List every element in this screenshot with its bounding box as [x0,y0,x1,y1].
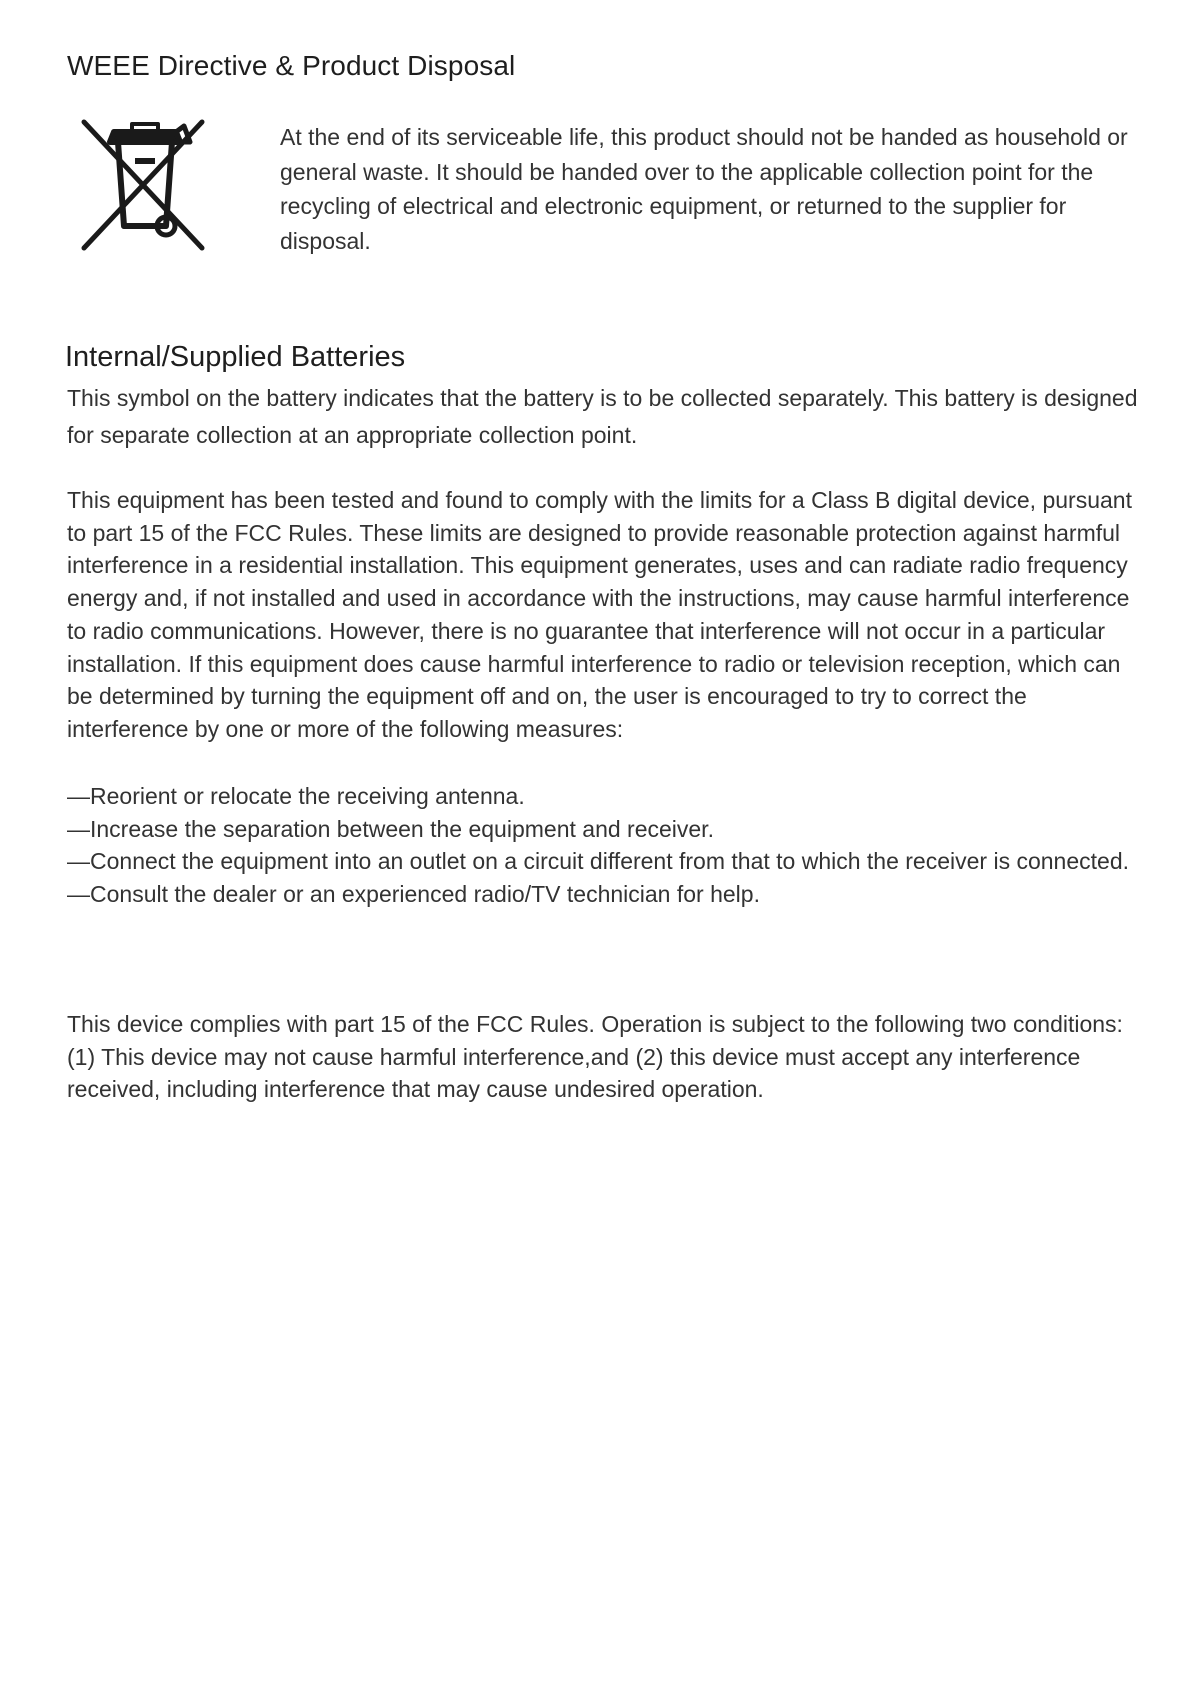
weee-disposal-text: At the end of its serviceable life, this product should not be handed as household or general waste. It should be handed over to the applicable collection point for the recycling of electrical and electronic equipment, or returned to the supplier for disposal. [280,124,1128,254]
fcc-compliance-text: This device complies with part 15 of the FCC Rules. Operation is subject to the following two conditions: (1) This device may not cause harmful interference,and (2) this device must accept any interference received, including interference that may cause undesired operation. [67,1011,1123,1103]
batteries-heading: Internal/Supplied Batteries [65,341,406,373]
list-item: —Consult the dealer or an experienced radio/TV technician for help. [67,881,760,908]
weee-heading: WEEE Directive & Product Disposal [67,50,516,81]
measures-list [67,780,1147,911]
crossed-out-wheelie-bin-icon [80,112,210,252]
list-item: —Reorient or relocate the receiving antenna. [67,783,525,809]
list-item: —Connect the equipment into an outlet on a circuit different from that to which the receiver is connected. [67,848,1129,875]
batteries-text: This symbol on the battery indicates that the battery is to be collected separately. This battery is designed for separate collection at an appropriate collection point. [67,385,1138,448]
list-item: —Increase the separation between the equipment and receiver. [67,815,714,842]
fcc-class-b-text: This equipment has been tested and found to comply with the limits for a Class B digital device, pursuant to part 15 of the FCC Rules. These limits are designed to provide reasonable protection against harmful interference in a residential installation. This equipment generates, uses and can radiate radio frequency energy and, if not installed and used in accordance with the instructions, may cause harmful interference to radio communications. However, there is no guarantee that interference will not occur in a particular installation. If this equipment does cause harmful interference to radio or television reception, which can be determined by turning the equipment off and on, the user is encouraged to try to correct the interference by one or more of the following measures: [67,487,1132,742]
